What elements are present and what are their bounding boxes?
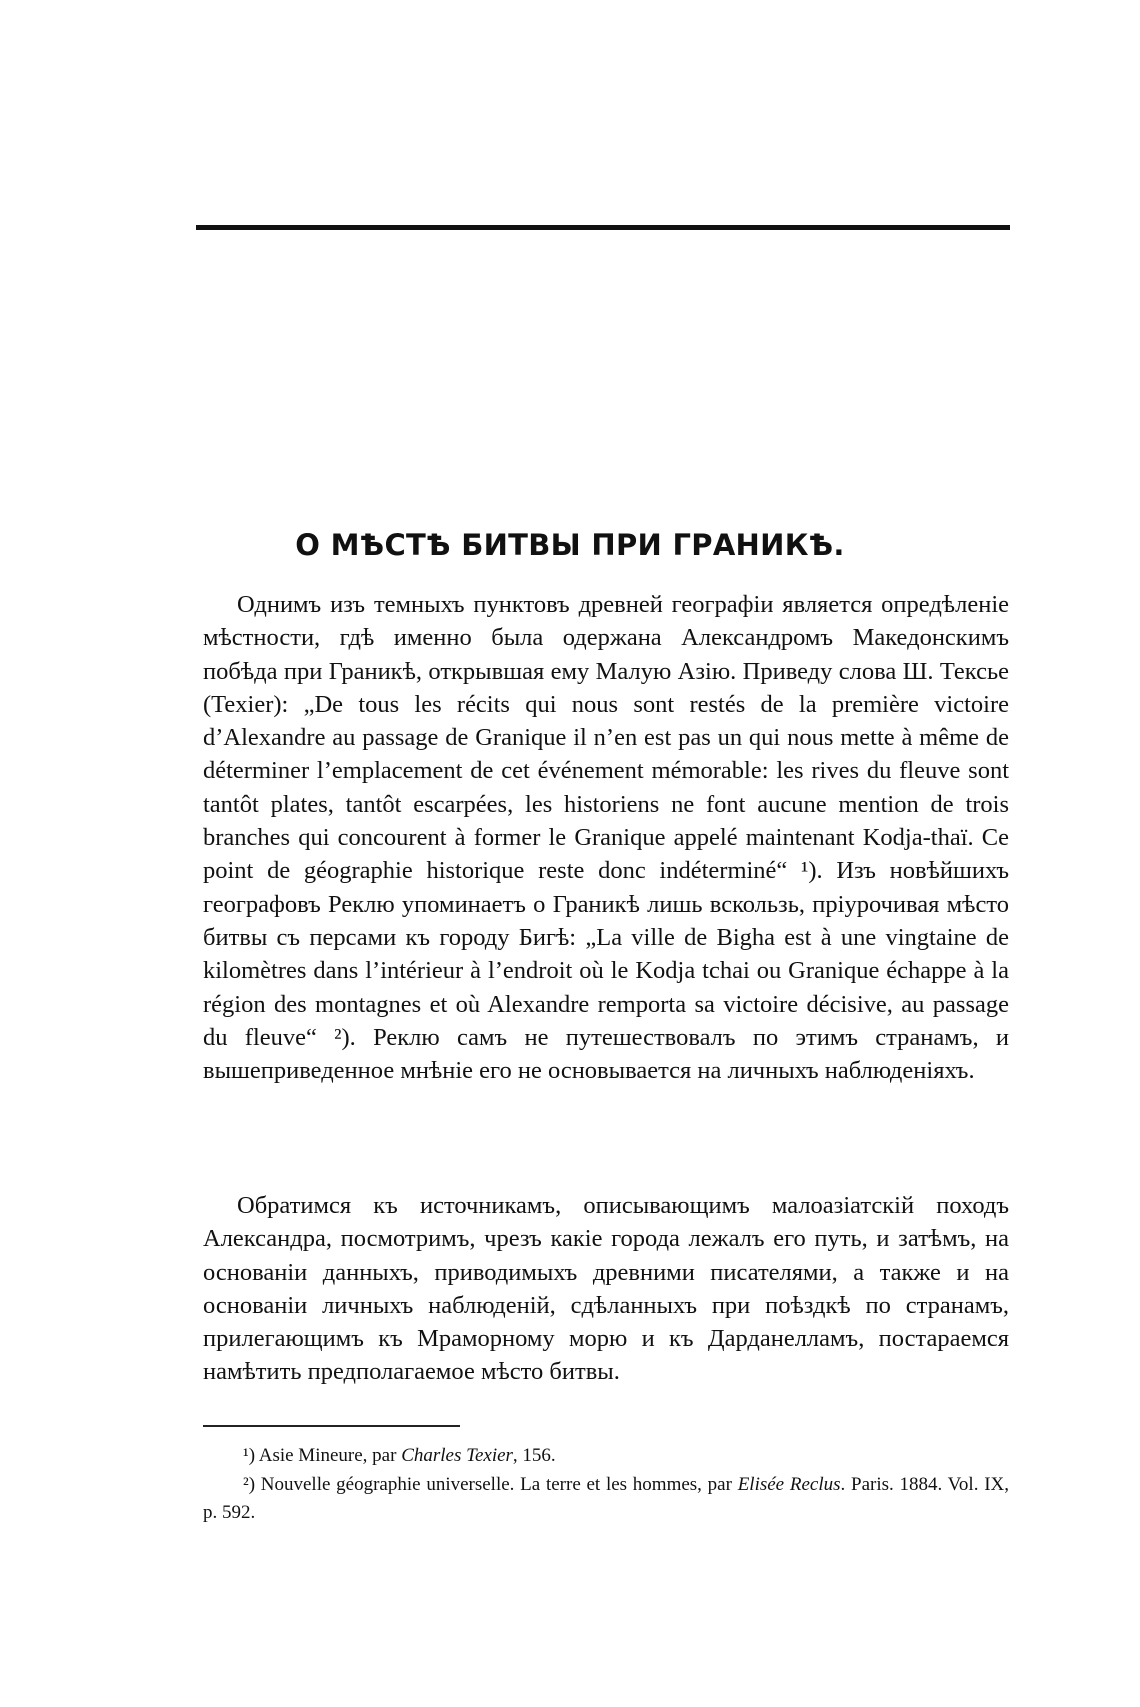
header-rule	[196, 225, 1010, 230]
article-title: О МѢСТѢ БИТВЫ ПРИ ГРАНИКѢ.	[295, 528, 845, 562]
footnote-1-text-after: , 156.	[512, 1445, 556, 1466]
footnote-2-mark: ²)	[243, 1474, 256, 1495]
footnote-rule	[203, 1425, 460, 1427]
footnote-2-text-after: . Paris. 1884. Vol. IX, p. 592.	[203, 1474, 1009, 1523]
paragraph-2: Обратимся къ источникамъ, описывающимъ малоазіатскій походъ Александра, посмотримъ, чрезъ какіе города лежалъ его путь, и затѣмъ, на основаніи данныхъ, приводимыхъ древними писателями, а также и на основаніи личныхъ наблюденій, сдѣланныхъ при поѣздкѣ по странамъ, прилегающимъ къ Мраморному морю и къ Дарданелламъ, постараемся намѣтить предполагаемое мѣсто битвы.	[203, 1192, 1009, 1386]
footnote-1-text-before: Asie Mineure, par	[258, 1445, 402, 1466]
footnote-1-mark: ¹)	[243, 1445, 256, 1466]
footnote-1	[203, 1442, 1009, 1470]
footnote-2	[203, 1471, 1009, 1527]
footnote-2-author: Elisée Reclus	[737, 1474, 841, 1495]
footnote-2-text-before: Nouvelle géographie universelle. La terre et les hommes, par	[260, 1474, 738, 1495]
paragraph-1: Однимъ изъ темныхъ пунктовъ древней географіи является опредѣленіе мѣстности, гдѣ именно была одержана Александромъ Македонскимъ побѣда при Граникѣ, открывшая ему Малую Азію. Приведу слова Ш. Тексье (Texier): „De tous les récits qui nous sont restés de la première victoire d’Alexandre au passage de Granique il n’en est pas un qui nous mette à même de déterminer l’emplacement de cet événement mémorable: les rives du fleuve sont tantôt plates, tantôt escarpées, les historiens ne font aucune mention de trois branches qui concourent à former le Granique appelé maintenant Kodja-thaï. Ce point de géographie historique reste donc indéterminé“ ¹). Изъ новѣйшихъ географовъ Реклю упоминаетъ о Граникѣ лишь вскользь, пріурочивая мѣсто битвы съ персами къ городу Бигѣ: „La ville de Bigha est à une vingtaine de kilomètres dans l’intérieur à l’endroit où le Kodja tchai ou Granique échappe à la région des montagnes et où Alexandre remporta sa victoire décisive, au passage du fleuve“ ²). Реклю самъ не путешествовалъ по этимъ странамъ, и вышеприведенное мнѣніе его не основывается на личныхъ наблюденіяхъ.	[203, 591, 1009, 1085]
footnote-1-author: Charles Texier	[401, 1445, 513, 1466]
